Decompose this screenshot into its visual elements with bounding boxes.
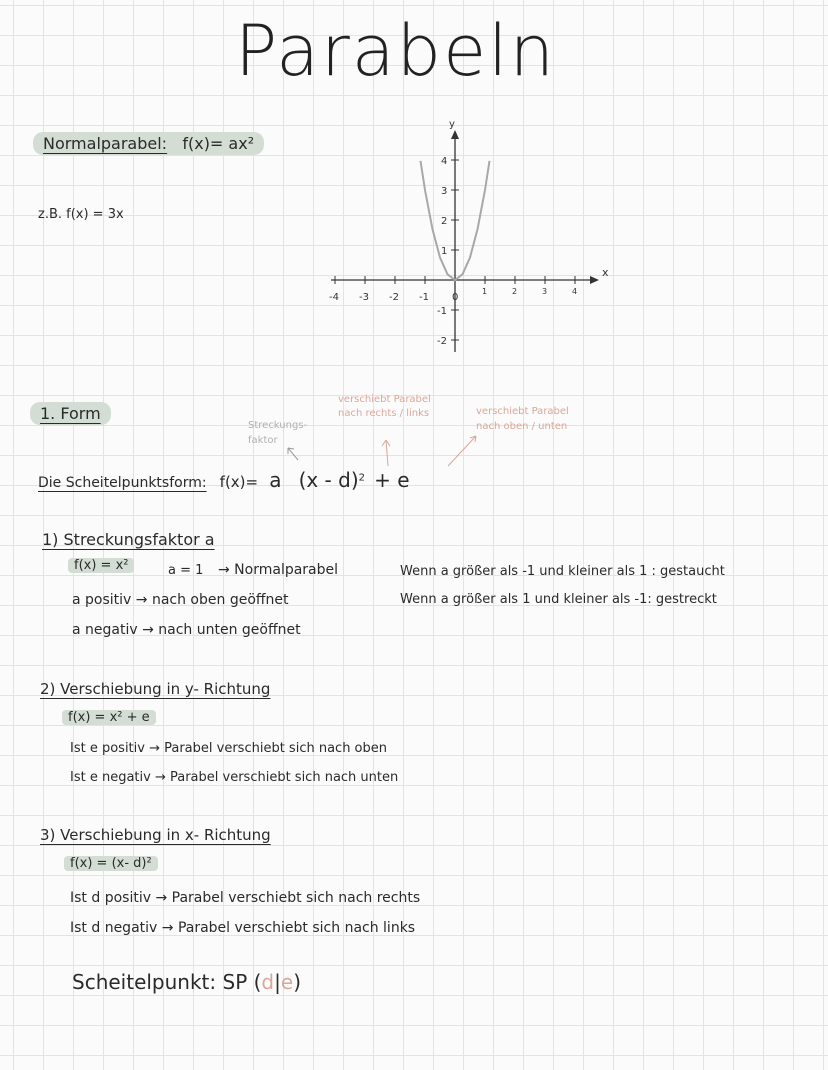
- page-title: Parabeln: [235, 10, 556, 92]
- section3-negative: Ist d negativ → Parabel verschiebt sich nach links: [70, 920, 416, 936]
- graph-ticks: [329, 156, 577, 347]
- annotation-verschiebt-x: [338, 393, 431, 421]
- section1-positive: a positiv → nach oben geöffnet: [72, 592, 289, 608]
- y-tick-label: -1: [437, 306, 447, 317]
- x-tick-label: 1: [482, 287, 488, 296]
- scheitelpunktsform-f: f(x)=: [219, 473, 259, 491]
- parabola-graph: [329, 110, 609, 350]
- section2-formula-wrap: [62, 710, 156, 725]
- normalparabel-formula: f(x)= ax²: [182, 134, 255, 153]
- annotation-verschiebt-y-line1: verschiebt Parabel: [476, 406, 569, 417]
- x-tick-label: -3: [359, 292, 369, 303]
- section3-positive: Ist d positiv → Parabel verschiebt sich nach rechts: [70, 890, 421, 906]
- form1-badge: [30, 404, 111, 423]
- annotation-verschiebt-x-line2: nach rechts / links: [338, 408, 430, 419]
- scheitelpunktsform-line: [38, 468, 410, 492]
- section3-formula-wrap: [64, 856, 158, 871]
- section1-formula: f(x) = x²: [68, 558, 134, 573]
- annotation-arrows: [280, 430, 480, 470]
- section1-right1: Wenn a größer als -1 und kleiner als 1 : gestaucht: [400, 564, 725, 579]
- graph-axes: [331, 119, 609, 352]
- scheitelpunkt-line: [72, 970, 301, 994]
- section1-formula-wrap: [68, 558, 134, 573]
- section1-right2: Wenn a größer als 1 und kleiner als -1: gestreckt: [400, 592, 717, 607]
- section1-a-eq: a = 1: [168, 563, 204, 578]
- annotation-verschiebt-y: [476, 404, 569, 434]
- scheitelpunktsform-e: + e: [374, 468, 410, 492]
- example-text: z.B. f(x) = 3x: [38, 207, 124, 222]
- x-axis-arrow: [590, 276, 599, 284]
- section1-negative: a negativ → nach unten geöffnet: [72, 622, 301, 638]
- y-tick-label: 2: [441, 216, 448, 227]
- section1-heading: 1) Streckungsfaktor a: [42, 530, 215, 549]
- normalparabel-line: [33, 134, 264, 153]
- y-tick-label: 4: [441, 156, 448, 167]
- scheitelpunktsform-paren: (x - d): [298, 468, 359, 492]
- annotation-verschiebt-x-line1: verschiebt Parabel: [338, 394, 431, 405]
- section2-formula: f(x) = x² + e: [62, 710, 156, 725]
- section2-positive: Ist e positiv → Parabel verschiebt sich nach oben: [70, 741, 388, 756]
- section2-heading: 2) Verschiebung in y- Richtung: [40, 680, 271, 698]
- x-tick-label: -4: [329, 292, 339, 303]
- y-tick-label: -2: [437, 336, 447, 347]
- normalparabel-highlight: [33, 132, 264, 155]
- section3-formula: f(x) = (x- d)²: [64, 856, 158, 871]
- y-axis-arrow: [451, 130, 459, 139]
- scheitelpunkt-e: e: [280, 970, 294, 994]
- x-axis-label: x: [602, 266, 609, 279]
- y-axis-label: y: [449, 119, 455, 130]
- annotation-verschiebt-y-line2: nach oben / unten: [476, 421, 568, 432]
- x-tick-label: 4: [572, 287, 578, 296]
- scheitelpunktsform-exp: 2: [358, 472, 366, 484]
- x-tick-label: -1: [419, 292, 429, 303]
- scheitelpunktsform-a: a: [269, 468, 282, 492]
- arrow-verschiebt-y: [448, 436, 476, 466]
- arrow-verschiebt-x: [382, 440, 390, 466]
- scheitelpunkt-prefix: Scheitelpunkt: SP (: [72, 970, 262, 994]
- scheitelpunkt-suffix: ): [293, 970, 301, 994]
- arrow-streckung: [288, 448, 298, 460]
- x-tick-label: -2: [389, 292, 399, 303]
- y-tick-label: 1: [441, 246, 448, 257]
- x-tick-label: 0: [452, 292, 459, 303]
- section3-heading: 3) Verschiebung in x- Richtung: [40, 826, 271, 844]
- section2-negative: Ist e negativ → Parabel verschiebt sich nach unten: [70, 770, 399, 785]
- normalparabel-label: Normalparabel:: [43, 134, 168, 153]
- y-tick-label: 3: [441, 186, 448, 197]
- annotation-streckung-line1: Streckungs-: [248, 420, 308, 431]
- x-tick-label: 3: [542, 287, 548, 296]
- scheitelpunktsform-label: Die Scheitelpunktsform:: [38, 475, 207, 491]
- scheitelpunkt-d: d: [261, 970, 275, 994]
- x-tick-label: 2: [512, 287, 518, 296]
- scheitelpunkt-sep: |: [274, 970, 281, 994]
- section1-arrow-text: → Normalparabel: [218, 562, 339, 578]
- annotation-streckung-line2: faktor: [248, 435, 278, 446]
- form1-label: 1. Form: [30, 402, 111, 425]
